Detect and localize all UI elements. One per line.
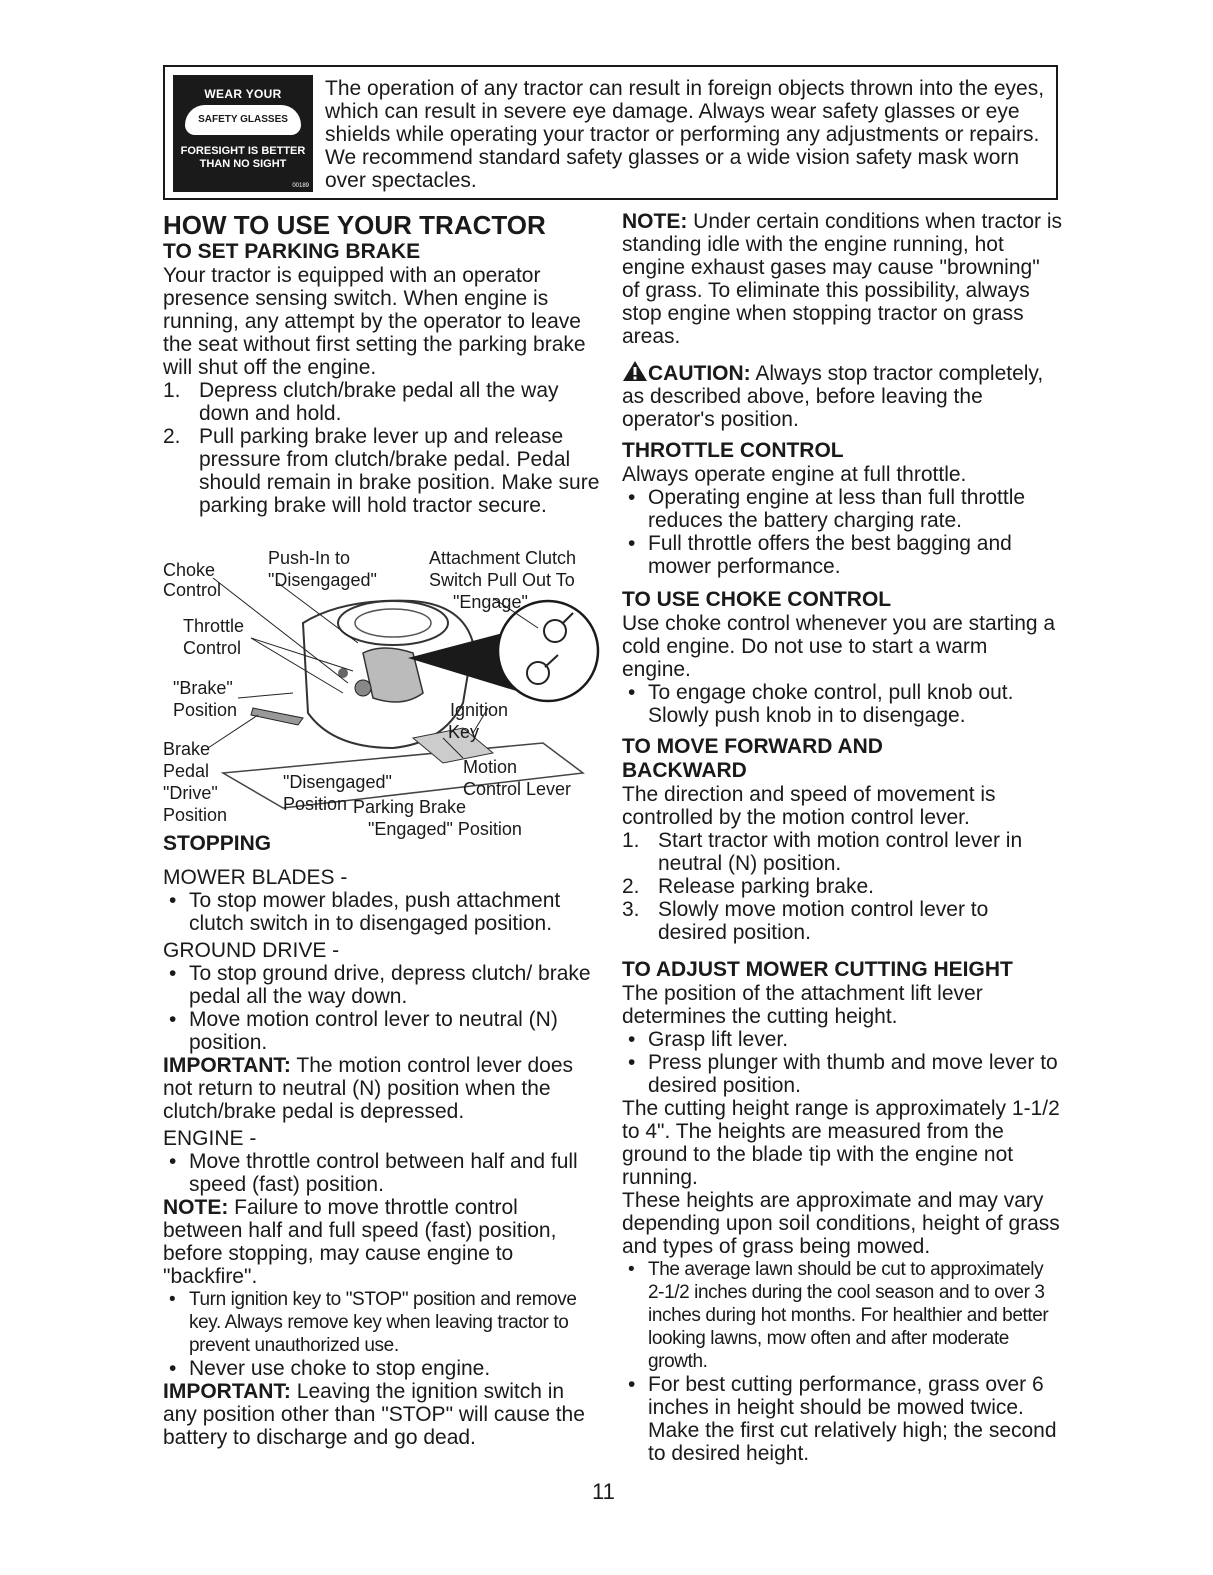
parking-step [163,379,603,425]
note [163,1196,603,1288]
diagram-label-attachment: "Engage" [453,592,528,612]
bullet-text: For best cutting performance, grass over 6 inches in height should be mowed twice. Make the first cut relatively high; the second to desired height. [648,1373,1057,1465]
badge-slogan-line2: THAN NO SIGHT [199,158,287,170]
bullet-text: Move throttle control between half and full speed (fast) position. [189,1150,578,1196]
note-text: Failure to move throttle control between half and full speed (fast) position, before stopping, may cause engine to "backfire". [163,1196,557,1288]
list-item: • For best cutting performance, grass over 6 inches in height should be mowed twice. Make the first cut relatively high; the second to desired height. [628,1373,1057,1465]
move-intro: The direction and speed of movement is controlled by the motion control lever. [622,783,996,829]
diagram-label-brake-pedal: Brake [163,739,211,759]
step-text: Slowly move motion control lever to desired position. [658,898,989,944]
diagram-label-disengaged: "Disengaged" [283,772,392,792]
bullet-text: Press plunger with thumb and move lever to desired position. [648,1051,1058,1097]
engine-subheading: ENGINE - [163,1127,257,1150]
important-note [163,1380,603,1449]
step-number: 2. [622,875,640,898]
page-number: 11 [592,1479,615,1504]
bullet-text: To stop ground drive, depress clutch/ brake pedal all the way down. [189,962,591,1008]
cutting-height-intro: The position of the attachment lift lever determines the cutting height. [622,982,983,1028]
list-item: • To stop mower blades, push attachment clutch switch in to disengaged position. [169,889,561,935]
caution-label: CAUTION: [648,362,751,385]
diagram-label-choke: Choke [163,560,216,580]
mower-blades-subheading: MOWER BLADES - [163,866,348,889]
move-step [622,829,1062,875]
diagram-label-brake-position: "Brake" [173,678,233,698]
diagram-label-brake-pedal: Pedal [163,761,210,781]
throttle-intro: Always operate engine at full throttle. [622,463,967,486]
diagram-label-ignition: Ignition [450,700,509,720]
eye-safety-warning-box [163,65,1058,200]
ground-drive-subheading: GROUND DRIVE - [163,939,340,962]
bullet-text: The average lawn should be cut to approximately 2-1/2 inches during the cool season and to over 3 inches during hot months. For healthier and better looking lawns, mow often and after moderate growth. [648,1259,1049,1372]
diagram-label-drive: Position [163,805,228,825]
step-number: 2. [163,425,181,448]
step-text: Pull parking brake lever up and release pressure from clutch/brake pedal. Pedal should remain in brake position. Make sure parking brake will hold tractor secure. [199,425,600,517]
tractor-controls-diagram [163,543,603,843]
important-note [163,1054,603,1123]
warning-text: The operation of any tractor can result in foreign objects thrown into the eyes, which can result in severe eye damage. Always wear safety glasses or eye shields while operating your tractor or performing any adjustments or repairs. We recommend standard safety glasses or a wide vision safety mask worn over spectacles. [325,77,1045,192]
list-item: • To engage choke control, pull knob out. Slowly push knob in to disengage. [628,681,1014,727]
diagram-label-push-in: Push-In to [268,548,351,568]
diagram-label-disengaged: Position [283,794,348,814]
list-item: • Grasp lift lever. [628,1028,789,1051]
bullet-text: Operating engine at less than full throttle reduces the battery charging rate. [648,486,1026,532]
caution-icon [622,360,648,382]
move-heading: TO MOVE FORWARD AND [622,735,883,758]
badge-slogan-line1: FORESIGHT IS BETTER [180,145,306,157]
move-heading: BACKWARD [622,759,747,782]
list-item: • Turn ignition key to "STOP" position and remove key. Always remove key when leaving tractor to prevent unauthorized use. [169,1289,577,1356]
note-label: NOTE: [622,210,688,233]
list-item: • Never use choke to stop engine. [169,1357,491,1380]
safety-glasses-badge [173,75,313,192]
step-text: Depress clutch/brake pedal all the way down and hold. [199,379,559,425]
diagram-label-throttle: Control [183,638,242,658]
list-item: • Move motion control lever to neutral (N) position. [169,1008,558,1054]
important-text: Leaving the ignition switch in any position other than "STOP" will cause the battery to discharge and go dead. [163,1380,585,1449]
bullet-text: To engage choke control, pull knob out. Slowly push knob in to disengage. [648,681,1014,727]
diagram-label-throttle: Throttle [183,616,245,636]
important-text: The motion control lever does not return to neutral (N) position when the clutch/brake pedal is depressed. [163,1054,574,1123]
badge-code: 00189 [292,183,309,189]
move-step [622,875,1062,898]
diagram-label-parking: "Engaged" Position [368,819,522,839]
note-label: NOTE: [163,1196,229,1219]
step-number: 1. [163,379,181,402]
bullet-text: Never use choke to stop engine. [189,1357,491,1380]
cutting-height-heading: TO ADJUST MOWER CUTTING HEIGHT [622,958,1013,981]
right-column [622,210,1062,1465]
parking-brake-intro: Your tractor is equipped with an operator presence sensing switch. When engine is running, any attempt by the operator to leave the seat without first setting the parking brake will shut off the engine. [163,264,586,379]
left-column [163,210,603,517]
choke-heading: TO USE CHOKE CONTROL [622,588,892,611]
bullet-text: Turn ignition key to "STOP" position and remove key. Always remove key when leaving tractor to prevent unauthorized use. [189,1289,577,1356]
bullet-text: To stop mower blades, push attachment clutch switch in to disengaged position. [189,889,561,935]
list-item: • The average lawn should be cut to approximately 2-1/2 inches during the cool season and to over 3 inches during hot months. For healthier and better looking lawns, mow often and after moderate growth. [628,1259,1049,1372]
cutting-height-range: The cutting height range is approximately 1-1/2 to 4". The heights are measured from the ground to the blade tip with the engine not running. [622,1097,1060,1189]
list-item: • Press plunger with thumb and move lever to desired position. [628,1051,1058,1097]
bullet-text: Full throttle offers the best bagging and mower performance. [648,532,1012,578]
badge-top-text: WEAR YOUR [204,87,282,101]
bullet-text: Grasp lift lever. [648,1028,789,1051]
list-item: • To stop ground drive, depress clutch/ brake pedal all the way down. [169,962,591,1008]
page-title: HOW TO USE YOUR TRACTOR [163,210,546,240]
safety-glasses-icon: SAFETY GLASSES [185,105,301,135]
list-item: • Move throttle control between half and full speed (fast) position. [169,1150,578,1196]
move-step [622,898,1062,944]
step-text: Release parking brake. [658,875,874,898]
diagram-label-choke: Control [163,580,222,600]
stopping-section [163,832,603,1449]
note [622,210,1062,348]
parking-step [163,425,603,517]
diagram-label-attachment: Switch Pull Out To [429,570,575,590]
important-label: IMPORTANT: [163,1054,291,1077]
note-text: Under certain conditions when tractor is standing idle with the engine running, hot engine exhaust gases may cause "browning" of grass. To eliminate this possibility, always stop engine when stopping tractor on grass areas. [622,210,1063,348]
important-label: IMPORTANT: [163,1380,291,1403]
stopping-heading: STOPPING [163,832,272,855]
step-number: 3. [622,898,640,921]
list-item: • Full throttle offers the best bagging and mower performance. [628,532,1012,578]
diagram-label-parking: Parking Brake [353,797,467,817]
cutting-height-approx: These heights are approximate and may vary depending upon soil conditions, height of grass and types of grass being mowed. [622,1189,1060,1258]
diagram-label-ignition: Key [448,722,480,742]
throttle-heading: THROTTLE CONTROL [622,439,844,462]
caution-note [622,360,1062,431]
step-number: 1. [622,829,640,852]
parking-brake-heading: TO SET PARKING BRAKE [163,240,421,263]
diagram-label-drive: "Drive" [163,783,218,803]
caution-text: Always stop tractor completely, as described above, before leaving the operator's position. [622,362,1044,431]
choke-intro: Use choke control whenever you are starting a cold engine. Do not use to start a warm engine. [622,612,1056,681]
step-text: Start tractor with motion control lever in neutral (N) position. [658,829,1023,875]
diagram-label-motion: Control Lever [463,779,572,799]
list-item: • Operating engine at less than full throttle reduces the battery charging rate. [628,486,1026,532]
bullet-text: Move motion control lever to neutral (N) position. [189,1008,558,1054]
diagram-label-attachment: Attachment Clutch [429,548,577,568]
diagram-label-motion: Motion [463,757,518,777]
diagram-label-push-in: "Disengaged" [268,570,377,590]
diagram-label-brake-position: Position [173,700,238,720]
